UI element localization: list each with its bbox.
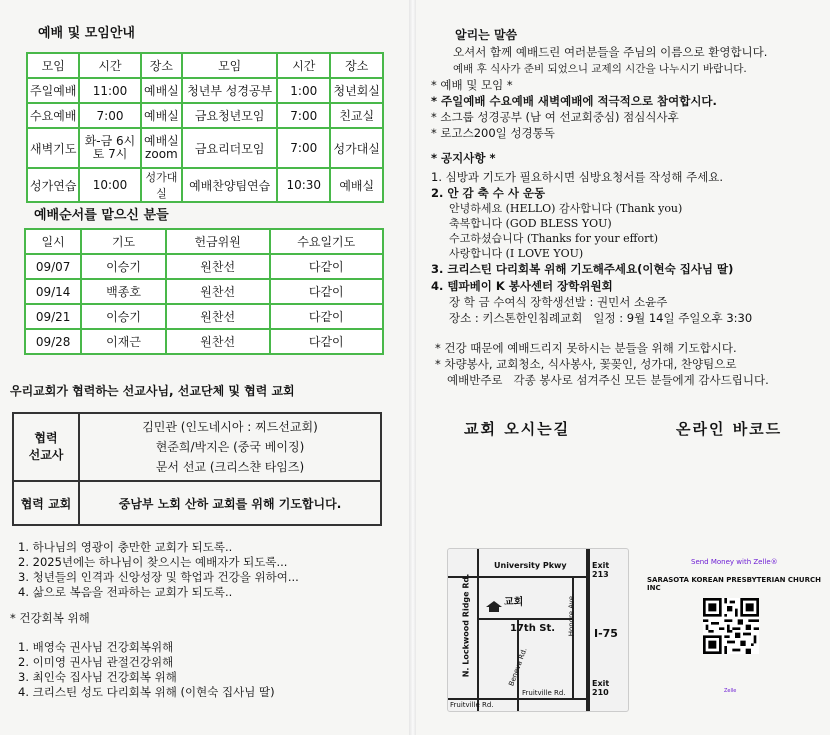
- worship-item: * 주일예배 수요예배 새벽예배에 적극적으로 참여합시다.: [431, 94, 717, 108]
- schedule-cell: 7:00: [277, 128, 330, 168]
- servers-title: 예배순서를 맡으신 분들: [34, 208, 169, 223]
- schedule-header: 장소: [141, 53, 183, 78]
- phrase: 수고하셨습니다 (Thanks for your effort): [449, 232, 659, 245]
- prayer-item: 2. 2025년에는 하나님이 찾으시는 예배자가 되도록...: [18, 555, 288, 569]
- servers-cell: 원찬선: [166, 279, 270, 304]
- servers-header: 기도: [81, 229, 165, 254]
- notice-detail: 장 학 금 수여식 장학생선발 : 권민서 소윤주: [449, 295, 668, 309]
- servers-cell: 백종호: [81, 279, 165, 304]
- health-item: 3. 최인숙 집사님 건강회복 위해: [18, 670, 177, 684]
- phrase-list: [449, 201, 823, 261]
- notice-detail: 장소 : 키스톤한인침례교회 일정 : 9월 14일 주일오후 3:30: [449, 311, 753, 325]
- servers-cell: 원찬선: [166, 304, 270, 329]
- closing-line: * 차량봉사, 교회청소, 식사봉사, 꽃꽂인, 성가대, 찬양팀으로: [435, 357, 737, 371]
- mission-item: 현준희/박지은 (중국 베이징): [155, 440, 305, 454]
- map-label: I-75: [594, 627, 618, 640]
- schedule-cell: 예배실: [141, 78, 183, 103]
- servers-cell: 이승기: [81, 254, 165, 279]
- servers-cell: 원찬선: [166, 254, 270, 279]
- barcode-title: 온라인 바코드: [676, 420, 783, 438]
- schedule-row: [27, 103, 383, 128]
- map-label: Beneva Rd.: [507, 646, 529, 688]
- schedule-row: [27, 128, 383, 168]
- health-item: 4. 크리스틴 성도 다리회복 위해 (이현숙 집사님 딸): [18, 685, 275, 699]
- servers-row: [25, 279, 383, 304]
- phrase: 안녕하세요 (HELLO) 감사합니다 (Thank you): [449, 202, 683, 215]
- schedule-cell: 예배실: [330, 168, 383, 202]
- map-label: Exit 210: [592, 679, 610, 697]
- health-item: 2. 이미영 권사님 관절건강위해: [18, 655, 174, 669]
- worship-item: * 소그룹 성경공부 (남 여 선교회중심) 점심식사후: [431, 110, 679, 124]
- schedule-cell: 금요리더모임: [182, 128, 277, 168]
- schedule-header-row: [27, 53, 383, 78]
- church-map: [447, 548, 629, 712]
- schedule-row: [27, 78, 383, 103]
- mission-title: 우리교회가 협력하는 선교사님, 선교단체 및 협력 교회: [10, 384, 295, 398]
- servers-cell: 다같이: [270, 254, 383, 279]
- mission-church: 중남부 노회 산하 교회를 위해 기도합니다.: [79, 481, 381, 525]
- qr-code-icon[interactable]: [703, 598, 759, 654]
- servers-row: [25, 304, 383, 329]
- prayer-item: 3. 청년들의 인격과 신앙성장 및 학업과 건강을 위하여...: [18, 570, 299, 584]
- map-label: Honore Ave.: [567, 593, 576, 637]
- prayer-item: 4. 삶으로 복음을 전파하는 교회가 되도록..: [18, 585, 233, 599]
- notice-item: 4. 템파베이 K 봉사센터 장학위원회: [431, 279, 613, 293]
- map-label: Exit 213: [592, 561, 610, 579]
- map-label: 교회: [504, 597, 524, 608]
- map-label: 17th St.: [510, 623, 556, 634]
- prayer-list: [18, 540, 299, 600]
- servers-header-row: [25, 229, 383, 254]
- servers-cell: 이승기: [81, 304, 165, 329]
- closing-line: 예배반주로 각종 봉사로 섬겨주신 모든 분들에게 감사드립니다.: [447, 373, 769, 387]
- servers-cell: 다같이: [270, 279, 383, 304]
- servers-row: [25, 329, 383, 354]
- notice-item: 2. 안 감 축 수 사 운동: [431, 186, 546, 200]
- schedule-header: 모임: [182, 53, 277, 78]
- map-label: University Pkwy: [494, 561, 567, 570]
- schedule-cell: 10:30: [277, 168, 330, 202]
- schedule-cell: 예배찬양팀연습: [182, 168, 277, 202]
- schedule-cell: 11:00: [79, 78, 140, 103]
- health-item: 1. 배영숙 권사님 건강회복위해: [18, 640, 174, 654]
- schedule-cell: 수요예배: [27, 103, 79, 128]
- schedule-cell: 주일예배: [27, 78, 79, 103]
- mission-item: 김민관 (인도네시아 : 찌드선교회): [142, 420, 318, 434]
- health-title: * 건강회복 위해: [10, 611, 90, 625]
- map-label: Fruitville Rd.: [522, 689, 566, 697]
- map-label: Fruitville Rd.: [450, 701, 494, 709]
- phrase: 사랑합니다 (I LOVE YOU): [449, 247, 584, 260]
- zelle-line: Send Money with Zelle®: [691, 558, 778, 566]
- servers-cell: 다같이: [270, 304, 383, 329]
- servers-row: [25, 254, 383, 279]
- servers-cell: 이재근: [81, 329, 165, 354]
- zelle-small: Zelle: [724, 688, 737, 694]
- servers-cell: 09/14: [25, 279, 81, 304]
- schedule-table: [26, 52, 384, 203]
- notices: [423, 26, 823, 388]
- notice-item: 3. 크리스틴 다리회복 위해 기도해주세요(이현숙 집사님 딸): [431, 262, 734, 276]
- worship-head: * 예배 및 모임 *: [431, 78, 513, 92]
- mission-row: [13, 481, 381, 525]
- schedule-cell: 성가연습: [27, 168, 79, 202]
- phrase: 축복합니다 (GOD BLESS YOU): [449, 217, 612, 230]
- schedule-row: [27, 168, 383, 202]
- mission-label: 협력 교회: [13, 481, 79, 525]
- mission-table: [12, 412, 382, 526]
- schedule-cell: 1:00: [277, 78, 330, 103]
- schedule-header: 시간: [79, 53, 140, 78]
- schedule-cell: 금요청년모임: [182, 103, 277, 128]
- zelle-church: SARASOTA KOREAN PRESBYTERIAN CHURCH INC: [647, 576, 821, 592]
- schedule-cell-two-line: 예배실 zoom: [141, 128, 183, 168]
- schedule-cell: 새벽기도: [27, 128, 79, 168]
- welcome-line: 오셔서 함께 예배드린 여러분들을 주님의 이름으로 환영합니다.: [453, 45, 768, 59]
- schedule-cell: 성가대실: [330, 128, 383, 168]
- mission-item: 문서 선교 (크리스챤 타임즈): [155, 460, 305, 474]
- schedule-cell-two-line: 화-금 6시 토 7시: [79, 128, 140, 168]
- notice-head: * 공지사항 *: [431, 151, 496, 165]
- health-list: [18, 640, 275, 700]
- servers-cell: 09/21: [25, 304, 81, 329]
- notice-item: 1. 심방과 기도가 필요하시면 심방요청서를 작성해 주세요.: [431, 170, 724, 184]
- schedule-title: 예배 및 모임안내: [38, 26, 135, 41]
- directions-title: 교회 오시는길: [464, 420, 571, 438]
- mission-list: [79, 413, 381, 481]
- welcome-line: 예배 후 식사가 준비 되었으니 교제의 시간을 나누시기 바랍니다.: [453, 63, 747, 75]
- schedule-cell: 친교실: [330, 103, 383, 128]
- schedule-cell: 7:00: [277, 103, 330, 128]
- schedule-cell: 청년회실: [330, 78, 383, 103]
- mission-row: [13, 413, 381, 481]
- left-page: [0, 0, 410, 735]
- map-label: N. Lockwood Ridge Rd.: [461, 573, 471, 678]
- schedule-cell: 예배실: [141, 103, 183, 128]
- servers-cell: 09/28: [25, 329, 81, 354]
- schedule-header: 모임: [27, 53, 79, 78]
- servers-cell: 원찬선: [166, 329, 270, 354]
- mission-label: 협력 선교사: [13, 413, 79, 481]
- schedule-header: 시간: [277, 53, 330, 78]
- servers-header: 일시: [25, 229, 81, 254]
- servers-cell: 다같이: [270, 329, 383, 354]
- schedule-cell: 7:00: [79, 103, 140, 128]
- notice-title: 알리는 말씀: [455, 28, 518, 42]
- servers-table: [24, 228, 384, 355]
- prayer-item: 1. 하나님의 영광이 충만한 교회가 되도록..: [18, 540, 233, 554]
- servers-cell: 09/07: [25, 254, 81, 279]
- schedule-cell: 성가대실: [141, 168, 183, 202]
- schedule-cell: 10:00: [79, 168, 140, 202]
- worship-item: * 로고스200일 성경통독: [431, 126, 555, 140]
- schedule-header: 장소: [330, 53, 383, 78]
- closing-line: * 건강 때문에 예배드리지 못하시는 분들을 위해 기도합시다.: [435, 341, 737, 355]
- servers-header: 수요일기도: [270, 229, 383, 254]
- servers-header: 헌금위원: [166, 229, 270, 254]
- schedule-cell: 청년부 성경공부: [182, 78, 277, 103]
